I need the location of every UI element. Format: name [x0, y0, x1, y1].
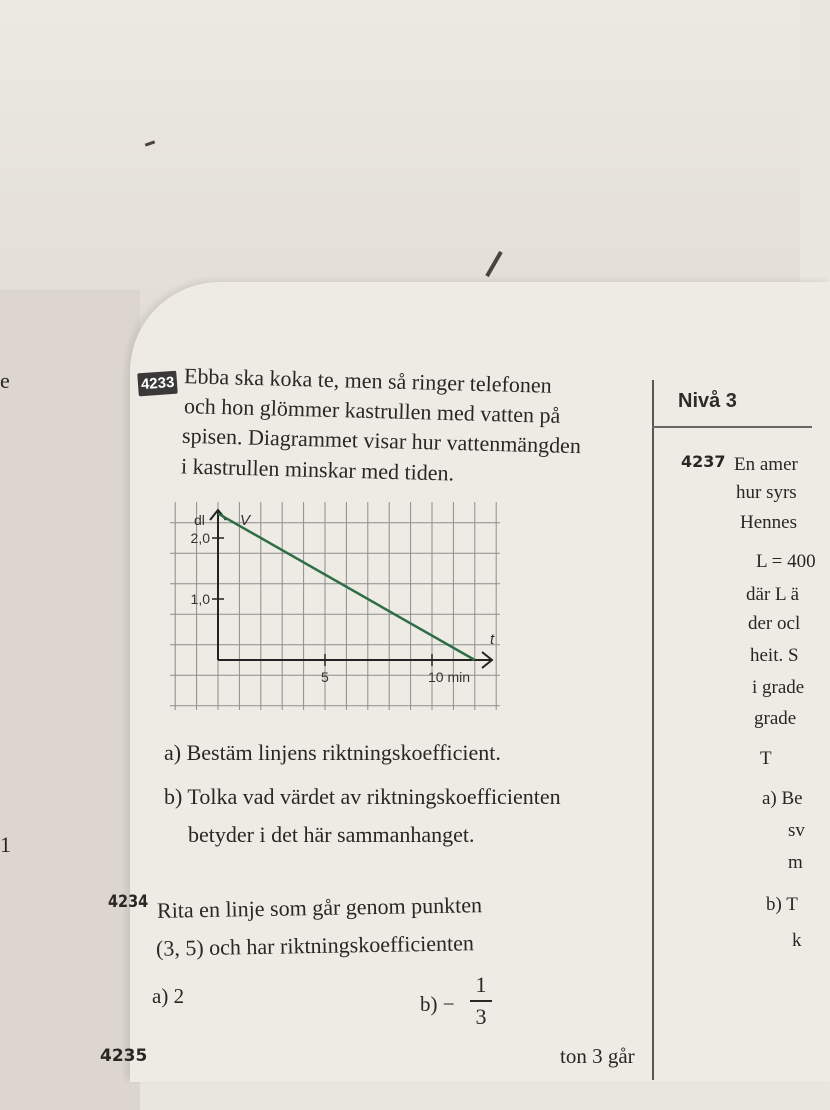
problem-number-badge: 4233 [137, 371, 178, 397]
bottom-text-fragment: ton 3 går [560, 1044, 635, 1068]
right-column-fragment: b) T [766, 894, 798, 915]
y-axis-label: V [240, 512, 251, 529]
fraction [470, 972, 492, 1030]
y-tick-label: 2,0 [190, 530, 210, 546]
right-column-fragment: k [792, 930, 802, 951]
question-b-line2: betyder i det här sammanhanget. [188, 822, 475, 847]
right-column-fragment: grade [754, 708, 797, 729]
problem-4233-line: och hon glömmer kastrullen med vatten på [183, 393, 561, 428]
x-tick-label: 5 [321, 669, 329, 685]
question-b-line1: b) Tolka vad värdet av riktningskoefficienten [164, 784, 561, 809]
right-column-fragment: sv [788, 820, 805, 841]
right-column-fragment: i grade [752, 677, 805, 698]
left-page [0, 290, 140, 1110]
section-rule [652, 426, 812, 428]
right-column-fragment: där L ä [746, 584, 800, 605]
left-page-fragment: 1 [0, 832, 11, 857]
x-tick-label: 10 min [428, 669, 471, 685]
right-column-fragment: T [760, 748, 772, 769]
right-column-fragment: heit. S [750, 645, 799, 666]
x-ticks [321, 654, 470, 685]
option-b-label: b) − [420, 992, 455, 1016]
right-column-fragment: der ocl [748, 613, 801, 634]
fraction-bar [470, 1000, 492, 1002]
fraction-denominator: 3 [475, 1003, 487, 1029]
problem-number: 4234 [108, 892, 149, 912]
x-axis-label: t [490, 631, 495, 648]
y-tick-label: 1,0 [190, 591, 210, 607]
problem-4233-line: i kastrullen minskar med tiden. [180, 453, 455, 486]
background-wall [0, 0, 800, 330]
right-column-fragment: Hennes [740, 512, 797, 533]
problem-4233-line: spisen. Diagrammet visar hur vattenmängden [181, 422, 582, 459]
left-page-fragment: e [0, 368, 10, 393]
next-problem-fragment: 4235 [100, 1046, 148, 1066]
option-a: a) 2 [152, 984, 185, 1008]
problem-4233-line: Ebba ska koka te, men så ringer telefonen [183, 363, 553, 398]
y-unit-label: dl [194, 512, 205, 528]
question-a: a) Bestäm linjens riktningskoefficient. [164, 740, 501, 765]
problem-4234-line2: (3, 5) och har riktningskoefficienten [155, 930, 475, 961]
problem-4234-line1: Rita en linje som går genom punkten [156, 892, 483, 923]
section-heading: Nivå 3 [678, 390, 737, 412]
column-divider [652, 380, 654, 1080]
problem-number: 4237 [681, 452, 726, 471]
right-column-fragment: m [788, 852, 803, 873]
water-volume-chart [160, 492, 510, 717]
fraction-numerator: 1 [475, 972, 487, 997]
right-column-fragment: hur syrs [736, 482, 797, 503]
right-column-fragment: a) Be [762, 788, 803, 809]
right-column-fragment: L = 400 [756, 551, 816, 572]
right-column-fragment: En amer [734, 454, 798, 475]
